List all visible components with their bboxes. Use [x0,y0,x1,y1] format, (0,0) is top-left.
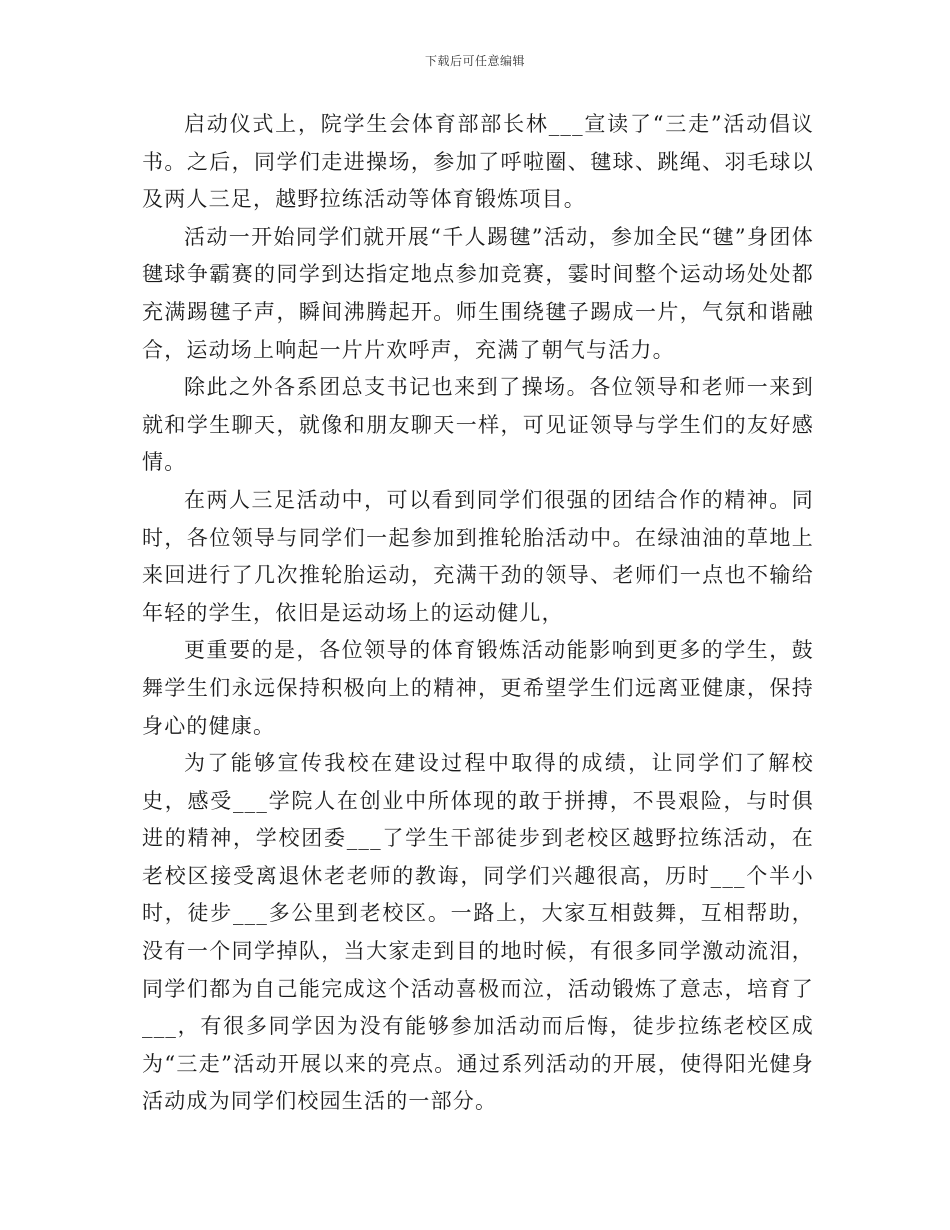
page-header: 下载后可任意编辑 [424,54,525,68]
paragraph-hiking-activity: 为了能够宣传我校在建设过程中取得的成绩，让同学们了解校史，感受___学院人在创业中所体现的敢于拼搏，不畏艰险，与时俱进的精神，学校团委___了学生干部徒步到老校区越野拉练活动，在老校区接受离退休老老师的教诲，同学们兴趣很高，历时___个半小时，徒步___多公里到老校区。一路上，大家互相鼓舞，互相帮助，没有一个同学掉队，当大家走到目的地时候，有很多同学激动流泪，同学们都为自己能完成这个活动喜极而泣，活动锻炼了意志，培育了___，有很多同学因为没有能够参加活动而后悔，徒步拉练老校区成为“三走”活动开展以来的亮点。通过系列活动的开展，使得阳光健身活动成为同学们校园生活的一部分。 [142,751,814,1114]
paragraph-shuttlecock-activity: 活动一开始同学们就开展“千人踢毽”活动，参加全民“毽”身团体毽球争霸赛的同学到达指定地点参加竞赛，霎时间整个运动场处处都充满踢毽子声，瞬间沸腾起开。师生围绕毽子踢成一片，气氛和谐融合，运动场上响起一片片欢呼声，充满了朝气与活力。 [142,224,814,362]
paragraph-three-legged-race: 在两人三足活动中，可以看到同学们很强的团结合作的精神。同时，各位领导与同学们一起参加到推轮胎活动中。在绿油油的草地上来回进行了几次推轮胎运动，充满干劲的领导、老师们一点也不输给年轻的学生，依旧是运动场上的运动健儿， [142,487,814,625]
paragraph-leaders-visit: 除此之外各系团总支书记也来到了操场。各位领导和老师一来到就和学生聊天，就像和朋友聊天一样，可见证领导与学生们的友好感情。 [142,375,814,475]
paragraph-opening-ceremony: 启动仪式上，院学生会体育部部长林___宣读了“三走”活动倡议书。之后，同学们走进操场，参加了呼啦圈、毽球、跳绳、羽毛球以及两人三足，越野拉练活动等体育锻炼项目。 [142,112,814,212]
paragraph-importance: 更重要的是，各位领导的体育锻炼活动能影响到更多的学生，鼓舞学生们永远保持积极向上的精神，更希望学生们远离亚健康，保持身心的健康。 [142,638,814,738]
document-body [142,106,814,1121]
